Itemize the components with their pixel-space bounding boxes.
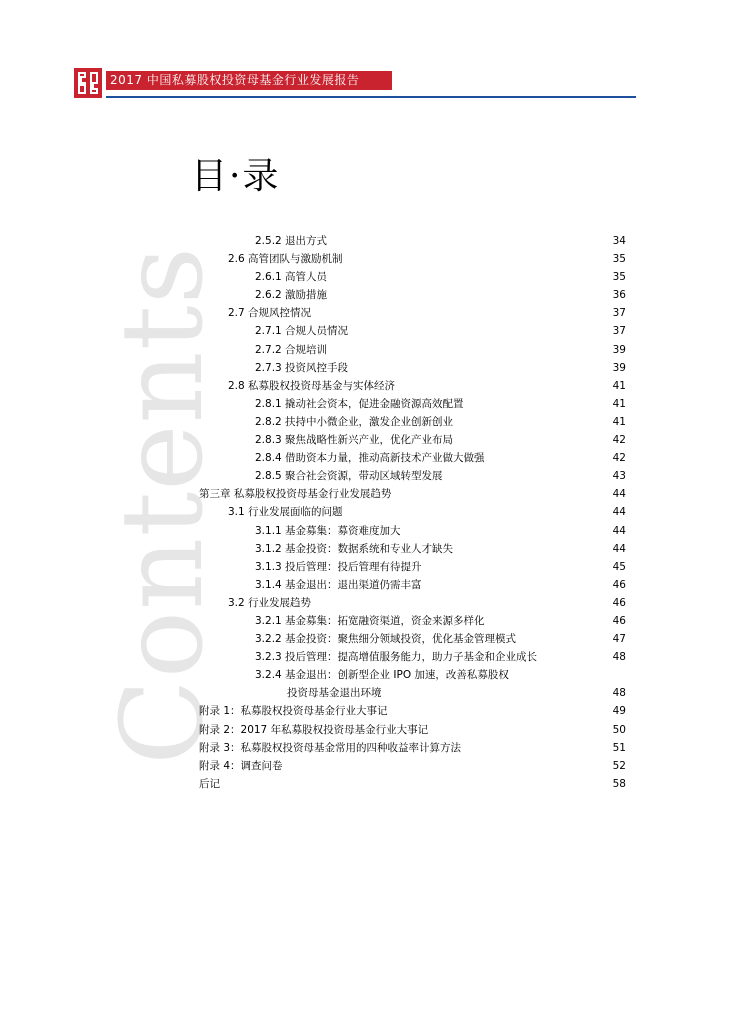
toc-entry-page: 44 xyxy=(612,524,626,537)
toc-entry-page: 39 xyxy=(612,343,626,356)
toc-entry[interactable] xyxy=(0,395,730,413)
toc-entry[interactable] xyxy=(0,377,730,395)
toc-entry[interactable] xyxy=(0,594,730,612)
toc-entry-page: 35 xyxy=(612,271,626,284)
toc-entry[interactable] xyxy=(0,232,730,250)
toc-entry-title: 附录 1：私募股权投资母基金行业大事记 xyxy=(199,705,388,718)
toc-entry-page: 39 xyxy=(612,361,626,374)
toc-entry[interactable] xyxy=(0,684,730,702)
toc-entry-title: 3.2.3 投后管理：提高增值服务能力，助力子基金和企业成长 xyxy=(255,651,538,664)
toc-entry-page: 51 xyxy=(612,741,626,754)
toc-entry-page: 50 xyxy=(612,723,626,736)
toc-entry[interactable] xyxy=(0,449,730,467)
toc-entry[interactable] xyxy=(0,359,730,377)
toc-entry[interactable] xyxy=(0,721,730,739)
toc-entry-page: 46 xyxy=(612,578,626,591)
toc-entry-page: 41 xyxy=(612,415,626,428)
toc-entry[interactable] xyxy=(0,648,730,666)
toc-entry-title: 2.7.3 投资风控手段 xyxy=(255,361,349,374)
toc-entry-title: 3.1.2 基金投资：数据系统和专业人才缺失 xyxy=(255,542,454,555)
toc-entry-title: 第三章 私募股权投资母基金行业发展趋势 xyxy=(199,488,392,501)
toc-entry-title: 2.7 合规风控情况 xyxy=(228,307,312,320)
toc-entry-title: 2.6.1 高管人员 xyxy=(255,271,328,284)
toc-entry-page: 44 xyxy=(612,506,626,519)
report-logo-icon xyxy=(74,68,102,98)
toc-entry[interactable] xyxy=(0,250,730,268)
toc-entry-title: 3.2.1 基金募集：拓宽融资渠道，资金来源多样化 xyxy=(255,614,485,627)
toc-entry[interactable] xyxy=(0,630,730,648)
toc-entry-title: 2.5.2 退出方式 xyxy=(255,235,328,247)
toc-entry-page: 34 xyxy=(612,235,626,247)
toc-entry[interactable] xyxy=(0,322,730,340)
toc-entry-page: 41 xyxy=(612,379,626,392)
toc-entry-page: 37 xyxy=(612,325,626,338)
toc-entry-title: 附录 4：调查问卷 xyxy=(199,759,283,772)
toc-entry-title: 3.1.3 投后管理：投后管理有待提升 xyxy=(255,560,422,573)
toc-entry-title: 3.1.4 基金退出：退出渠道仍需丰富 xyxy=(255,578,422,591)
toc-entry-title: 3.1.1 基金募集：募资难度加大 xyxy=(255,524,401,537)
toc-entry-page: 58 xyxy=(612,777,626,790)
toc-entry-title: 附录 3：私募股权投资母基金常用的四种收益率计算方法 xyxy=(199,741,462,754)
toc-entry[interactable] xyxy=(0,341,730,359)
toc-entry-page: 52 xyxy=(612,759,626,772)
toc-entry-page: 45 xyxy=(612,560,626,573)
toc-entry-page: 37 xyxy=(612,307,626,320)
toc-entry[interactable] xyxy=(0,522,730,540)
toc-entry-title: 2.8.3 聚焦战略性新兴产业，优化产业布局 xyxy=(255,434,454,447)
toc-entry-page: 44 xyxy=(612,542,626,555)
toc-entry[interactable] xyxy=(0,612,730,630)
toc-entry[interactable] xyxy=(0,286,730,304)
toc-entry-page: 48 xyxy=(612,651,626,664)
toc-entry[interactable] xyxy=(0,485,730,503)
toc-entry-page: 48 xyxy=(612,687,626,700)
toc-entry[interactable] xyxy=(0,775,730,793)
toc-entry[interactable] xyxy=(0,413,730,431)
toc-entry-title: 附录 2：2017 年私募股权投资母基金行业大事记 xyxy=(199,723,429,736)
watermark-text: Contents xyxy=(98,245,228,765)
toc-entry[interactable] xyxy=(0,702,730,720)
toc-entry-title: 2.8.2 扶持中小微企业，激发企业创新创业 xyxy=(255,415,454,428)
toc-entry[interactable] xyxy=(0,540,730,558)
toc-entry-title: 投资母基金退出环境 xyxy=(287,687,382,700)
toc-entry-page: 44 xyxy=(612,488,626,501)
table-of-contents xyxy=(0,232,730,793)
toc-entry-title: 2.8.1 撬动社会资本，促进金融资源高效配置 xyxy=(255,397,464,410)
toc-entry-page: 36 xyxy=(612,289,626,302)
toc-entry-title: 2.7.1 合规人员情况 xyxy=(255,325,349,338)
toc-entry-page: 42 xyxy=(612,434,626,447)
report-header-banner: 2017 中国私募股权投资母基金行业发展报告 xyxy=(106,71,392,90)
toc-entry[interactable] xyxy=(0,558,730,576)
toc-entry-page: 46 xyxy=(612,614,626,627)
toc-entry-title: 2.8.5 聚合社会资源，带动区域转型发展 xyxy=(255,470,443,483)
toc-entry[interactable] xyxy=(0,431,730,449)
toc-entry-title: 后记 xyxy=(199,777,220,790)
toc-entry[interactable] xyxy=(0,467,730,485)
toc-entry-page: 46 xyxy=(612,596,626,609)
toc-entry[interactable] xyxy=(0,576,730,594)
toc-entry-title: 2.6.2 激励措施 xyxy=(255,289,328,302)
toc-entry[interactable] xyxy=(0,268,730,286)
toc-entry-page: 49 xyxy=(612,705,626,718)
toc-entry[interactable] xyxy=(0,666,730,684)
toc-entry-page: 47 xyxy=(612,633,626,646)
toc-entry-title: 2.7.2 合规培训 xyxy=(255,343,328,356)
header-divider xyxy=(106,96,636,98)
toc-entry[interactable] xyxy=(0,503,730,521)
toc-entry-page: 43 xyxy=(612,470,626,483)
toc-entry-title: 3.2 行业发展趋势 xyxy=(228,596,312,609)
toc-entry-title: 2.6 高管团队与激励机制 xyxy=(228,253,343,266)
toc-entry-title: 3.2.4 基金退出：创新型企业 IPO 加速，改善私募股权 xyxy=(255,669,509,682)
toc-entry-title: 2.8 私募股权投资母基金与实体经济 xyxy=(228,379,396,392)
toc-entry-title: 2.8.4 借助资本力量，推动高新技术产业做大做强 xyxy=(255,452,485,465)
toc-entry[interactable] xyxy=(0,304,730,322)
toc-entry-title: 3.1 行业发展面临的问题 xyxy=(228,506,343,519)
page-title: 目·录 xyxy=(191,156,281,197)
toc-entry[interactable] xyxy=(0,757,730,775)
toc-entry-page: 35 xyxy=(612,253,626,266)
toc-entry-page: 42 xyxy=(612,452,626,465)
toc-entry[interactable] xyxy=(0,739,730,757)
toc-entry-page: 41 xyxy=(612,397,626,410)
toc-entry-title: 3.2.2 基金投资：聚焦细分领域投资，优化基金管理模式 xyxy=(255,633,517,646)
